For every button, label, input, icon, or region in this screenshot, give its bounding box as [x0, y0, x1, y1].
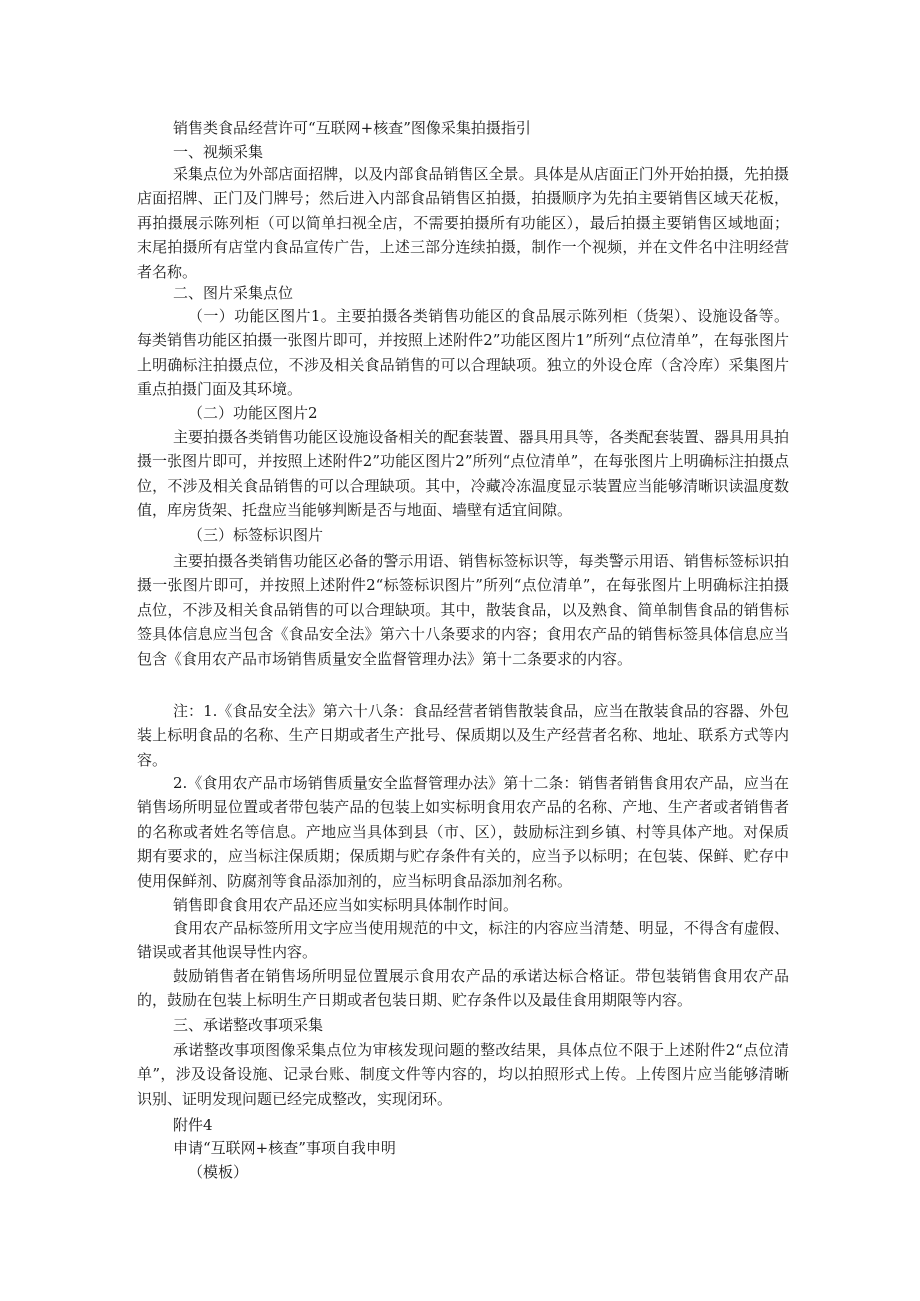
paragraph-note-2: 2.《食用农产品市场销售质量安全监督管理办法》第十二条：销售者销售食用农产品，应当在销售场所明显位置或者带包装产品的包装上如实标明食用农产品的名称、产地、生产者或者销售者的名称或者姓名等信息。产地应当具体到县（市、区），鼓励标注到乡镇、村等具体产地。对保质期有要求的，应当标注保质期；保质期与贮存条件有关的，应当予以标明；在包装、保鲜、贮存中使用保鲜剂、防腐剂等食品添加剂的，应当标明食品添加剂名称。: [137, 774, 789, 890]
paragraph-note-4: 食用农产品标签所用文字应当使用规范的中文，标注的内容应当清楚、明显，不得含有虚假、错误或者其他误导性内容。: [137, 919, 789, 962]
section-heading-video: 一、视频采集: [173, 143, 264, 161]
document-title: 销售类食品经营许可“互联网+核查”图像采集拍摄指引: [173, 119, 531, 137]
paragraph-rectification-body: 承诺整改事项图像采集点位为审核发现问题的整改结果，具体点位不限于上述附件2“点位清单”，涉及设备设施、记录台账、制度文件等内容的，均以拍照形式上传。上传图片应当能够清晰识别、证明发现问题已经完成整改，实现闭环。: [137, 1041, 789, 1108]
section-heading-photo: 二、图片采集点位: [173, 284, 294, 302]
appendix-label: 附件4: [173, 1116, 213, 1134]
paragraph-photo-sub2: 主要拍摄各类销售功能区设施设备相关的配套装置、器具用具等，各类配套装置、器具用具拍摄一张图片即可，并按照上述附件2”功能区图片2”所列“点位清单”，在每张图片上明确标注拍摄点位，不涉及相关食品销售的可以合理缺项。其中，冷藏冷冻温度显示装置应当能够清晰识读温度数值，库房货架、托盘应当能够判断是否与地面、墙壁有适宜间隙。: [137, 428, 789, 520]
paragraph-photo-sub1: （一）功能区图片1。主要拍摄各类销售功能区的食品展示陈列柜（货架）、设施设备等。每类销售功能区拍摄一张图片即可，并按照上述附件2”功能区图片1”所列“点位清单”，在每张图片上明确标注拍摄点位，不涉及相关食品销售的可以合理缺项。独立的外设仓库（含冷库）采集图片重点拍摄门面及其环境。: [137, 307, 789, 399]
paragraph-video-body: 采集点位为外部店面招牌，以及内部食品销售区全景。具体是从店面正门外开始拍摄，先拍摄店面招牌、正门及门牌号；然后进入内部食品销售区拍摄，拍摄顺序为先拍主要销售区域天花板，再拍摄展示陈列柜（可以简单扫视全店，不需要拍摄所有功能区），最后拍摄主要销售区域地面；末尾拍摄所有店堂内食品宣传广告，上述三部分连续拍摄，制作一个视频，并在文件名中注明经营者名称。: [137, 165, 789, 281]
paragraph-note-5: 鼓励销售者在销售场所明显位置展示食用农产品的承诺达标合格证。带包装销售食用农产品的，鼓励在包装上标明生产日期或者包装日期、贮存条件以及最佳食用期限等内容。: [137, 967, 789, 1010]
paragraph-photo-sub3: 主要拍摄各类销售功能区必备的警示用语、销售标签标识等，每类警示用语、销售标签标识拍摄一张图片即可，并按照上述附件2“标签标识图片”所列“点位清单”，在每张图片上明确标注拍摄点位，不涉及相关食品销售的可以合理缺项。其中，散装食品，以及熟食、简单制售食品的销售标签具体信息应当包含《食品安全法》第六十八条要求的内容；食用农产品的销售标签具体信息应当包含《食用农产品市场销售质量安全监督管理办法》第十二条要求的内容。: [137, 552, 789, 668]
appendix-subtitle: （模板）: [188, 1163, 249, 1181]
subheading-photo-sub2: （二）功能区图片2: [188, 404, 318, 422]
section-heading-rectification: 三、承诺整改事项采集: [173, 1016, 324, 1034]
subheading-photo-sub3: （三）标签标识图片: [188, 526, 324, 544]
appendix-title: 申请“互联网+核查”事项自我申明: [173, 1139, 396, 1157]
paragraph-note-3: 销售即食食用农产品还应当如实标明具体制作时间。: [173, 896, 519, 914]
paragraph-note-1: 注：1.《食品安全法》第六十八条：食品经营者销售散装食品，应当在散装食品的容器、外包装上标明食品的名称、生产日期或者生产批号、保质期以及生产经营者名称、地址、联系方式等内容。: [137, 702, 789, 769]
